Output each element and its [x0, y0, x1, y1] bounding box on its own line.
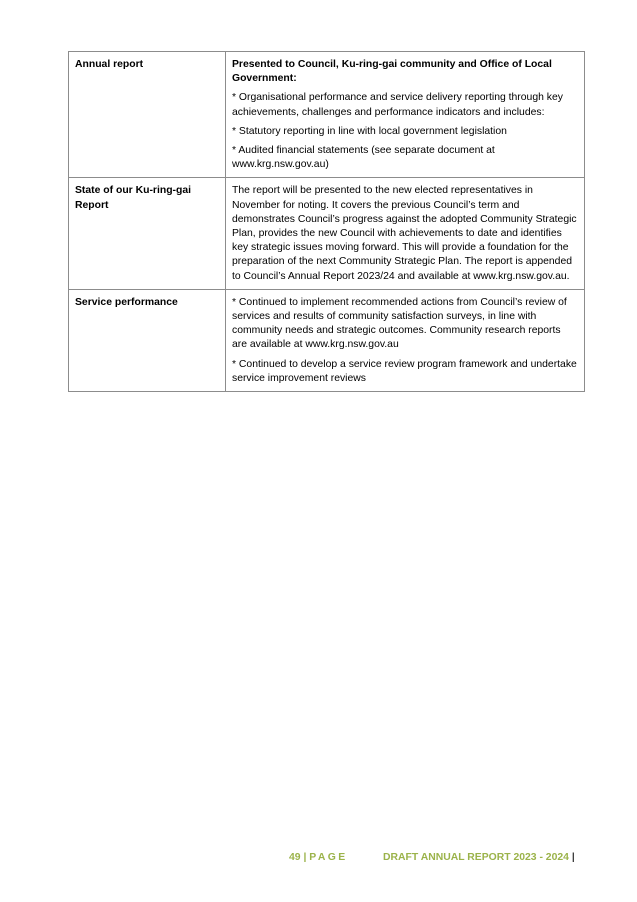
content-paragraph: * Audited financial statements (see separate document at www.krg.nsw.gov.au) [232, 145, 495, 171]
row-content-service-performance [226, 289, 585, 391]
table-row [69, 289, 585, 391]
content-paragraph: The report will be presented to the new elected representatives in November for noting. It covers the previous Council’s term and demonstrates Council’s progress against the adopted Community Strategic Plan, provides the new Council with achievements to date and identifies key strategic issues moving forward. This will provide a foundation for the preparation of the next Community Strategic Plan. The report is appended to Council’s Annual Report 2023/24 and available at www.krg.nsw.gov.au. [232, 185, 577, 282]
row-label-service-performance: Service performance [69, 289, 226, 391]
row-content-state-report [226, 178, 585, 289]
page-footer [0, 852, 637, 866]
content-paragraph: * Continued to implement recommended actions from Council’s review of services and results of community satisfaction surveys, in line with community needs and strategic outcomes. Community research reports are available at www.krg.nsw.gov.au [232, 296, 567, 351]
footer-separator: | [303, 852, 307, 863]
report-table [68, 51, 585, 392]
content-paragraph: * Continued to develop a service review program framework and undertake service improvement reviews [232, 358, 577, 384]
footer-end-bar: | [571, 852, 575, 863]
content-heading: Presented to Council, Ku-ring-gai community and Office of Local Government: [232, 59, 552, 85]
footer-page-label: PAGE [309, 852, 348, 863]
row-label-annual-report: Annual report [69, 52, 226, 178]
content-paragraph: * Organisational performance and service delivery reporting through key achievements, challenges and performance indicators and includes: [232, 92, 563, 118]
row-content-annual-report [226, 52, 585, 178]
footer-page-number: 49 [289, 852, 301, 863]
table-row [69, 52, 585, 178]
row-label-state-report: State of our Ku-ring-gai Report [69, 178, 226, 289]
footer-report-title-group [383, 852, 575, 863]
footer-page-number-group [289, 852, 348, 863]
footer-report-title: DRAFT ANNUAL REPORT 2023 - 2024 [383, 852, 569, 863]
table-row [69, 178, 585, 289]
content-paragraph: * Statutory reporting in line with local government legislation [232, 125, 507, 137]
